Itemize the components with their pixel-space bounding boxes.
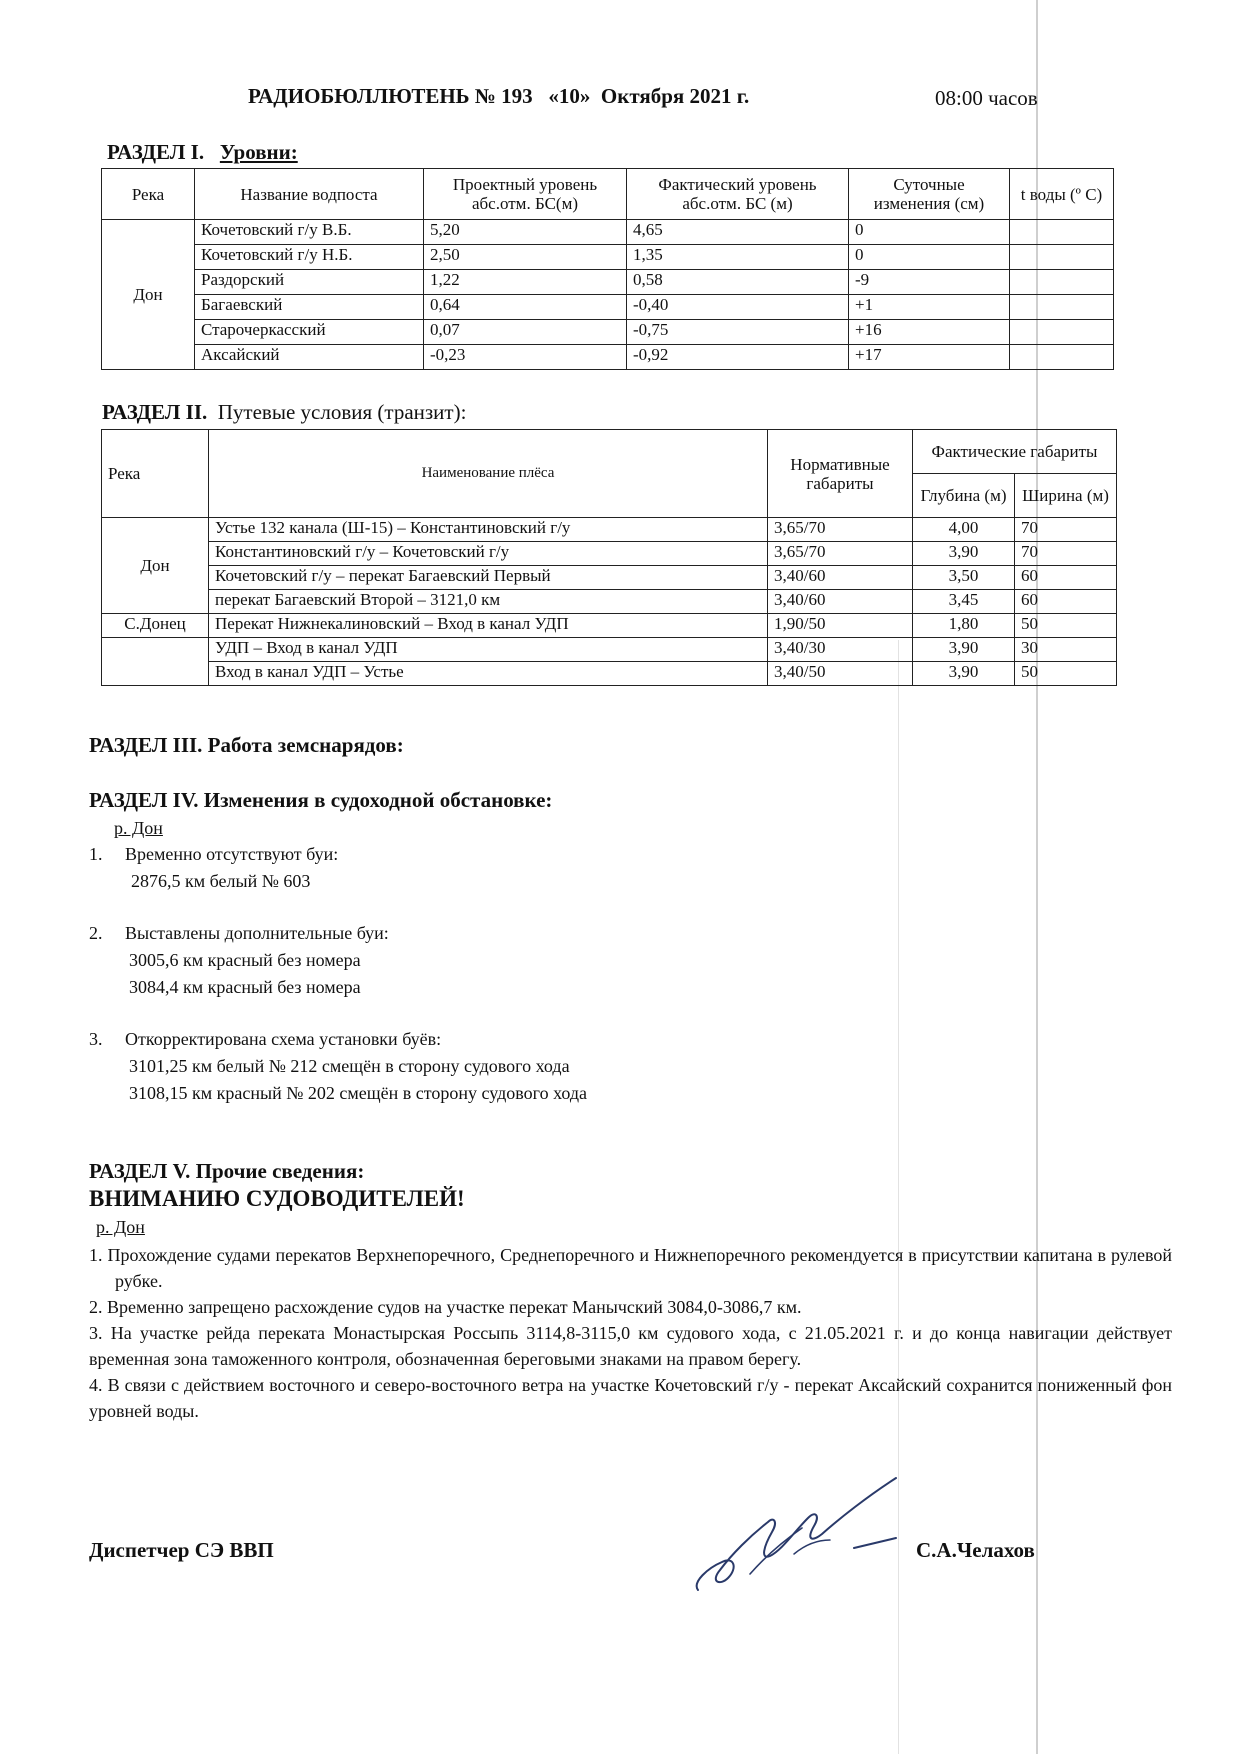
transit-depth: 3,90 — [913, 638, 1015, 662]
transit-depth: 1,80 — [913, 614, 1015, 638]
item-num: 3. — [89, 1029, 103, 1049]
levels-project: 5,20 — [424, 220, 627, 245]
transit-river: Дон — [102, 518, 209, 614]
item-num: 2. — [89, 923, 103, 943]
transit-normative: 3,40/30 — [768, 638, 913, 662]
signature — [690, 1470, 930, 1600]
transit-normative: 1,90/50 — [768, 614, 913, 638]
levels-post: Кочетовский г/у Н.Б. — [195, 245, 424, 270]
levels-col-river: Река — [102, 169, 195, 220]
levels-change: 0 — [849, 220, 1010, 245]
transit-depth: 3,45 — [913, 590, 1015, 614]
section5-river: р. Дон — [96, 1217, 145, 1237]
transit-depth: 3,50 — [913, 566, 1015, 590]
transit-reach: УДП – Вход в канал УДП — [209, 638, 768, 662]
levels-post: Раздорский — [195, 270, 424, 295]
levels-project: 2,50 — [424, 245, 627, 270]
levels-temp — [1010, 270, 1114, 295]
transit-width: 70 — [1015, 518, 1117, 542]
transit-depth: 3,90 — [913, 662, 1015, 686]
transit-col-reach: Наименование плёса — [209, 430, 768, 518]
transit-width: 50 — [1015, 614, 1117, 638]
levels-temp — [1010, 295, 1114, 320]
levels-fact: -0,40 — [627, 295, 849, 320]
levels-table — [101, 168, 1114, 370]
list-item — [89, 841, 989, 895]
levels-project: -0,23 — [424, 345, 627, 370]
transit-reach: Перекат Нижнекалиновский – Вход в канал УДП — [209, 614, 768, 638]
section2-heading — [102, 400, 466, 425]
section1-num: РАЗДЕЛ I. — [107, 140, 205, 164]
levels-col-change: Суточные изменения (см) — [849, 169, 1010, 220]
levels-temp — [1010, 220, 1114, 245]
transit-width: 50 — [1015, 662, 1117, 686]
note-item: 3. На участке рейда переката Монастырская Россыпь 3114,8-3115,0 км судового хода, с 21.05.2021 г. и до конца навигации действует временная зона таможенного контроля, обозначенная береговыми знаками на правом берегу. — [89, 1323, 1172, 1369]
bulletin-title: РАДИОБЮЛЛЮТЕНЬ № 193 «10» Октября 2021 г. — [248, 84, 750, 108]
section1-title: Уровни: — [219, 140, 298, 164]
levels-fact: 0,58 — [627, 270, 849, 295]
table-row — [102, 345, 1114, 370]
item-line: 2876,5 км белый № 603 — [131, 871, 311, 891]
bulletin-time-text: 08:00 часов — [935, 86, 1038, 110]
transit-river-empty — [102, 662, 209, 686]
list-item — [89, 920, 989, 1001]
table-row — [102, 245, 1114, 270]
transit-normative: 3,40/60 — [768, 590, 913, 614]
transit-table — [101, 429, 1117, 686]
item-line: 3108,15 км красный № 202 смещён в сторону судового хода — [129, 1083, 588, 1103]
section4-heading: РАЗДЕЛ IV. Изменения в судоходной обстановке: — [89, 788, 553, 812]
transit-river-empty — [102, 638, 209, 662]
transit-width: 70 — [1015, 542, 1117, 566]
section2-num: РАЗДЕЛ II. — [102, 400, 208, 424]
note-item: 1. Прохождение судами перекатов Верхнепоречного, Среднепоречного и Нижнепоречного рекомендуется в присутствии капитана в рулевой рубке. — [89, 1245, 1172, 1291]
levels-project: 1,22 — [424, 270, 627, 295]
transit-width: 60 — [1015, 566, 1117, 590]
note-item: 2. Временно запрещено расхождение судов на участке перекат Манычский 3084,0-3086,7 км. — [89, 1297, 802, 1317]
transit-col-river: Река — [102, 430, 209, 518]
levels-col-temp: t воды (º С) — [1010, 169, 1114, 220]
dispatcher-title: Диспетчер СЭ ВВП — [89, 1538, 274, 1562]
transit-normative: 3,40/60 — [768, 566, 913, 590]
attention-heading: ВНИМАНИЮ СУДОВОДИТЕЛЕЙ! — [89, 1186, 465, 1211]
levels-project: 0,07 — [424, 320, 627, 345]
levels-post: Багаевский — [195, 295, 424, 320]
levels-change: +17 — [849, 345, 1010, 370]
table-row — [102, 295, 1114, 320]
item-title: Выставлены дополнительные буи: — [125, 923, 389, 943]
transit-normative: 3,65/70 — [768, 542, 913, 566]
section5-heading: РАЗДЕЛ V. Прочие сведения: — [89, 1159, 365, 1183]
levels-fact: -0,75 — [627, 320, 849, 345]
note-item: 4. В связи с действием восточного и северо-восточного ветра на участке Кочетовский г/у - перекат Аксайский сохранится пониженный фон уровней воды. — [89, 1375, 1172, 1421]
transit-depth: 3,90 — [913, 542, 1015, 566]
levels-change: 0 — [849, 245, 1010, 270]
table-row — [102, 270, 1114, 295]
table-row — [102, 638, 1117, 662]
levels-temp — [1010, 320, 1114, 345]
item-line: 3101,25 км белый № 212 смещён в сторону судового хода — [129, 1056, 570, 1076]
table-row — [102, 662, 1117, 686]
levels-temp — [1010, 345, 1114, 370]
levels-col-post: Название водпоста — [195, 169, 424, 220]
levels-river: Дон — [102, 220, 195, 370]
transit-col-actual: Фактические габариты — [913, 430, 1117, 474]
transit-col-normative: Нормативные габариты — [768, 430, 913, 518]
section3-heading: РАЗДЕЛ III. Работа земснарядов: — [89, 733, 404, 757]
transit-normative: 3,40/50 — [768, 662, 913, 686]
signatory-name: С.А.Челахов — [916, 1538, 1035, 1562]
transit-col-depth: Глубина (м) — [913, 474, 1015, 518]
levels-fact: -0,92 — [627, 345, 849, 370]
transit-width: 30 — [1015, 638, 1117, 662]
transit-reach: перекат Багаевский Второй – 3121,0 км — [209, 590, 768, 614]
levels-col-fact: Фактический уровень абс.отм. БС (м) — [627, 169, 849, 220]
transit-reach: Вход в канал УДП – Устье — [209, 662, 768, 686]
transit-river: С.Донец — [102, 614, 209, 638]
table-row — [102, 590, 1117, 614]
item-line: 3005,6 км красный без номера — [129, 950, 361, 970]
levels-fact: 4,65 — [627, 220, 849, 245]
notes-block — [89, 1242, 1172, 1424]
section4-river: р. Дон — [114, 818, 163, 838]
transit-normative: 3,65/70 — [768, 518, 913, 542]
transit-reach: Устье 132 канала (Ш-15) – Константиновский г/у — [209, 518, 768, 542]
levels-post: Кочетовский г/у В.Б. — [195, 220, 424, 245]
item-title: Откорректирована схема установки буёв: — [125, 1029, 442, 1049]
transit-reach: Константиновский г/у – Кочетовский г/у — [209, 542, 768, 566]
transit-reach: Кочетовский г/у – перекат Багаевский Первый — [209, 566, 768, 590]
levels-change: +16 — [849, 320, 1010, 345]
list-item — [89, 1026, 989, 1107]
transit-width: 60 — [1015, 590, 1117, 614]
bulletin-time — [935, 86, 1038, 111]
table-row — [102, 320, 1114, 345]
item-num: 1. — [89, 844, 103, 864]
table-row — [102, 566, 1117, 590]
section2-title: Путевые условия (транзит): — [217, 400, 467, 424]
transit-col-width: Ширина (м) — [1015, 474, 1117, 518]
levels-col-project: Проектный уровень абс.отм. БС(м) — [424, 169, 627, 220]
levels-temp — [1010, 245, 1114, 270]
levels-post: Старочеркасский — [195, 320, 424, 345]
transit-depth: 4,00 — [913, 518, 1015, 542]
levels-project: 0,64 — [424, 295, 627, 320]
table-row — [102, 542, 1117, 566]
levels-post: Аксайский — [195, 345, 424, 370]
item-line: 3084,4 км красный без номера — [129, 977, 361, 997]
levels-fact: 1,35 — [627, 245, 849, 270]
table-row — [102, 220, 1114, 245]
levels-change: +1 — [849, 295, 1010, 320]
table-row — [102, 518, 1117, 542]
levels-change: -9 — [849, 270, 1010, 295]
table-row — [102, 614, 1117, 638]
section1-heading — [107, 140, 298, 165]
item-title: Временно отсутствуют буи: — [125, 844, 339, 864]
